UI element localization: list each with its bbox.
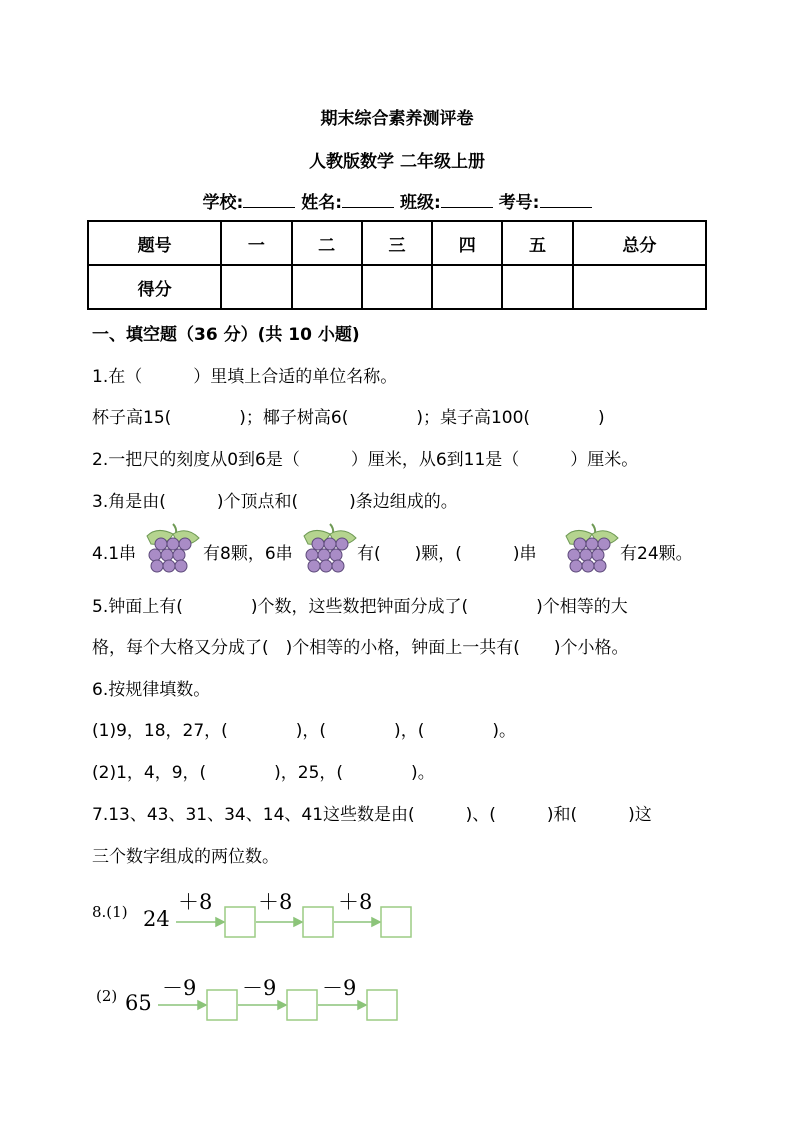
page-subtitle: 人教版数学 二年级上册 xyxy=(309,152,485,172)
score-input-cell[interactable] xyxy=(432,265,502,309)
grape-icon xyxy=(143,522,201,574)
table-cell: 三 xyxy=(362,221,432,265)
question-5-line1: 5.钟面上有( )个数，这些数把钟面分成了( )个相等的大 xyxy=(92,597,628,617)
answer-box[interactable] xyxy=(303,907,333,937)
table-cell: 一 xyxy=(221,221,291,265)
question-1: 1.在（ ）里填上合适的单位名称。 xyxy=(92,367,398,387)
answer-box[interactable] xyxy=(367,990,397,1020)
answer-box[interactable] xyxy=(381,907,411,937)
question-6-2: (2)1，4，9，( )，25，( )。 xyxy=(92,763,435,783)
operation-label: ＋8 xyxy=(178,890,213,914)
class-blank[interactable] xyxy=(441,193,493,208)
score-input-cell[interactable] xyxy=(573,265,706,309)
question-4-part3: 有( )颗，( )串 xyxy=(357,544,537,564)
question-6: 6.按规律填数。 xyxy=(92,680,211,700)
score-input-cell[interactable] xyxy=(502,265,572,309)
question-7-line1: 7.13、43、31、34、14、41这些数是由( )、( )和( )这 xyxy=(92,805,652,825)
question-3: 3.角是由( )个顶点和( )条边组成的。 xyxy=(92,492,458,512)
answer-box[interactable] xyxy=(287,990,317,1020)
score-table xyxy=(87,220,707,310)
grape-icon xyxy=(562,522,620,574)
question-8-2-label: (2) xyxy=(96,987,118,1005)
table-cell: 五 xyxy=(502,221,572,265)
table-cell: 得分 xyxy=(88,265,221,309)
class-label: 班级: xyxy=(399,193,441,213)
school-blank[interactable] xyxy=(243,193,295,208)
question-5-line2: 格，每个大格又分成了( )个相等的小格，钟面上一共有( )个小格。 xyxy=(92,638,629,658)
school-label: 学校: xyxy=(202,193,244,213)
score-table-score-row xyxy=(88,265,706,309)
table-cell: 四 xyxy=(432,221,502,265)
question-8-1-start: 24 xyxy=(143,907,170,931)
table-cell: 二 xyxy=(292,221,362,265)
name-label: 姓名: xyxy=(301,193,343,213)
question-8-1-label: 8.(1) xyxy=(92,903,128,921)
score-input-cell[interactable] xyxy=(221,265,291,309)
answer-box[interactable] xyxy=(207,990,237,1020)
question-4-part4: 有24颗。 xyxy=(620,544,693,564)
grape-icon xyxy=(300,522,358,574)
name-blank[interactable] xyxy=(342,193,394,208)
table-cell: 总分 xyxy=(573,221,706,265)
exam-number-label: 考号: xyxy=(498,193,540,213)
exam-number-blank[interactable] xyxy=(540,193,592,208)
student-info-line xyxy=(0,188,794,213)
operation-label: ＋8 xyxy=(258,890,293,914)
question-8-2-start: 65 xyxy=(125,991,152,1015)
question-4-part1: 4.1串 xyxy=(92,544,137,564)
question-4-part2: 有8颗，6串 xyxy=(203,544,293,564)
answer-box[interactable] xyxy=(225,907,255,937)
question-2: 2.一把尺的刻度从0到6是（ ）厘米，从6到11是（ ）厘米。 xyxy=(92,450,639,470)
operation-label: ＋8 xyxy=(338,890,373,914)
score-table-header-row xyxy=(88,221,706,265)
operation-label: －9 xyxy=(322,976,357,1000)
operation-label: －9 xyxy=(242,976,277,1000)
section-title: 一、填空题（36 分）(共 10 小题) xyxy=(92,325,360,345)
page-title: 期末综合素养测评卷 xyxy=(320,109,474,129)
question-7-line2: 三个数字组成的两位数。 xyxy=(92,847,279,867)
question-1-items: 杯子高15( )；椰子树高6( )；桌子高100( ) xyxy=(92,408,605,428)
score-input-cell[interactable] xyxy=(292,265,362,309)
operation-label: －9 xyxy=(162,976,197,1000)
question-6-1: (1)9，18，27，( )，( )，( )。 xyxy=(92,721,516,741)
table-cell: 题号 xyxy=(88,221,221,265)
score-input-cell[interactable] xyxy=(362,265,432,309)
